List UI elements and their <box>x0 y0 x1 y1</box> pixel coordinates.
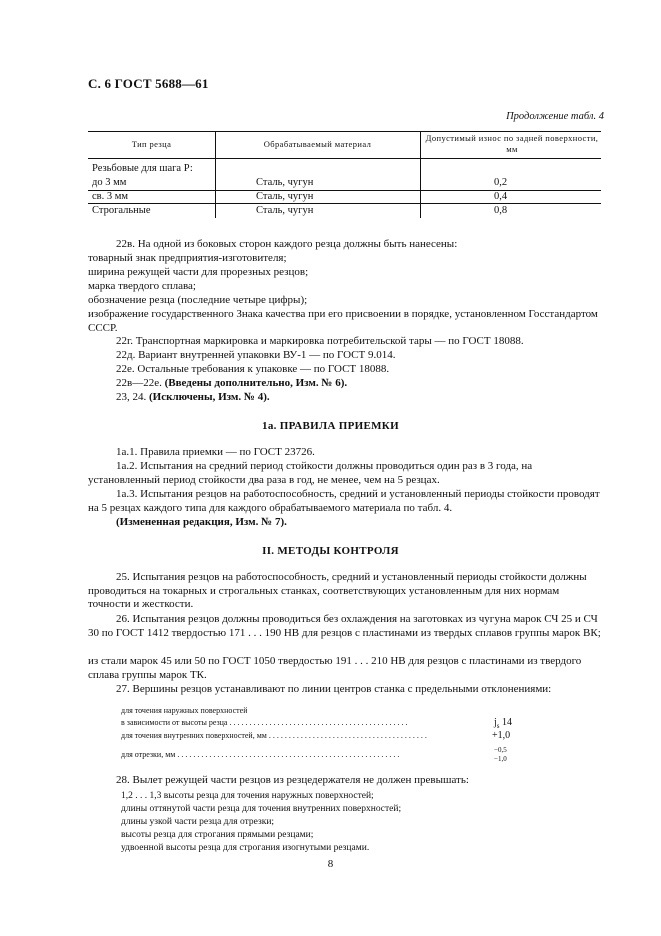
table-header-rule <box>88 158 601 159</box>
tol-line2-label: в зависимости от высоты резца <box>121 718 228 727</box>
row3-type: Строгальные <box>92 205 151 216</box>
p2324-number: 23, 24. <box>116 391 147 403</box>
p26: 26. Испытания резцов должны проводиться без охлаждения на заготовках из чугуна марок СЧ 25 и СЧ 30 по ГОСТ 1412 твердостью 171 . . . 190 НВ для резцов с пластинами из твердых сплавов группы марок ВК; <box>88 613 601 639</box>
marking-item-4: обозначение резца (последние четыре цифры); <box>88 294 308 306</box>
tol-line4-upper: −0,5 <box>494 746 507 754</box>
p2324-note: (Исключены, Изм. № 4). <box>149 391 270 403</box>
table-body-vline-1 <box>215 158 216 218</box>
tol-line2-leader: . . . . . . . . . . . . . . . . . . . . . . . . . . . . . . . . . . . . . . . . . . . . . <box>229 718 408 727</box>
p28-item-4: высоты резца для строгания прямыми резцами; <box>121 830 314 840</box>
col-header-wear: Допустимый износ по задней поверхности, мм <box>425 133 599 154</box>
p22g: 22г. Транспортная маркировка и маркировка потребительской тары — по ГОСТ 18088. <box>116 335 524 347</box>
row3-wear: 0,8 <box>494 205 508 216</box>
p22e: 22е. Остальные требования к упаковке — по ГОСТ 18088. <box>116 363 390 375</box>
p25: 25. Испытания резцов на работоспособность, средний и установленный периоды стойкости должны проводиться на токарных и строгальных станках, соответствующих установленным для них нормам точности и жесткости. <box>88 571 587 610</box>
col-header-material: Обрабатываемый материал <box>263 139 372 149</box>
p1a-note: (Измененная редакция, Изм. № 7). <box>116 516 287 528</box>
table-group-title: Резьбовые для шага Р: <box>92 163 193 174</box>
col-header-type: Тип резца <box>131 139 172 149</box>
table-vline-2 <box>420 131 421 158</box>
p22ve-note: (Введены дополнительно, Изм. № 6). <box>164 377 348 389</box>
tol-line4-wrap <box>121 750 486 760</box>
p1a-3: 1а.3. Испытания резцов на работоспособность, средний и установленный периоды стойкости проводят на 5 резцах каждого типа для каждого обрабатываемого материала по табл. 4. <box>88 488 600 514</box>
row2-wear: 0,4 <box>494 191 508 202</box>
tol-line3-label: для точения внутренних поверхностей, мм <box>121 731 267 740</box>
p27: 27. Вершины резцов устанавливают по линии центров станка с предельными отклонениями: <box>116 683 552 695</box>
tol-line2-val-sub: s <box>496 722 500 730</box>
p22v-lead: 22в. На одной из боковых сторон каждого резца должны быть нанесены: <box>116 238 458 250</box>
marking-item-2: ширина режущей части для прорезных резцов; <box>88 266 309 278</box>
table-body-vline-2 <box>420 158 421 218</box>
p28-item-5: удвоенной высоты резца для строгания изогнутыми резцами. <box>121 843 370 853</box>
p22ve-number: 22в—22е. <box>116 377 162 389</box>
p28-item-2: длины оттянутой части резца для точения внутренних поверхностей; <box>121 804 402 814</box>
section-1a-title: 1а. ПРАВИЛА ПРИЕМКИ <box>262 420 399 432</box>
tol-line4-leader: . . . . . . . . . . . . . . . . . . . . . . . . . . . . . . . . . . . . . . . . . . . . . . . . . . . . . . . . <box>177 750 400 759</box>
p1a-1: 1а.1. Правила приемки — по ГОСТ 23726. <box>116 446 315 458</box>
tol-line1: для точения наружных поверхностей <box>121 706 248 715</box>
tol-line2-val: j <box>494 717 497 728</box>
row1-type: до 3 мм <box>92 177 127 188</box>
p28-item-1: 1,2 . . . 1,3 высоты резца для точения наружных поверхностей; <box>121 791 374 801</box>
table-continuation-label: Продолжение табл. 4 <box>506 111 604 122</box>
marking-item-5: изображение государственного Знака качества при его присвоении в порядке, установленном Госстандартом СССР. <box>88 308 598 334</box>
p28-item-3: длины узкой части резца для отрезки; <box>121 817 275 827</box>
row2-type: св. 3 мм <box>92 191 129 202</box>
p22d: 22д. Вариант внутренней упаковки ВУ-1 — по ГОСТ 9.014. <box>116 349 396 361</box>
p22ve <box>116 377 347 390</box>
section-2-title: II. МЕТОДЫ КОНТРОЛЯ <box>262 545 399 557</box>
marking-item-1: товарный знак предприятия-изготовителя; <box>88 252 287 264</box>
p2324 <box>116 391 270 404</box>
tol-line4-label: для отрезки, мм <box>121 750 176 759</box>
page-header: С. 6 ГОСТ 5688—61 <box>88 76 209 91</box>
tol-line3-value: +1,0 <box>492 730 511 741</box>
p28: 28. Вылет режущей части резцов из резцедержателя не должен превышать: <box>116 774 469 786</box>
marking-item-3: марка твердого сплава; <box>88 280 196 292</box>
row1-rule <box>88 190 601 191</box>
row2-material: Сталь, чугун <box>256 191 314 202</box>
row1-wear: 0,2 <box>494 177 508 188</box>
tol-line2-wrap <box>121 718 493 728</box>
tol-line4-lower: −1,0 <box>494 755 507 763</box>
row1-material: Сталь, чугун <box>256 177 314 188</box>
row3-material: Сталь, чугун <box>256 205 314 216</box>
tol-line3-wrap <box>121 731 486 741</box>
table-top-rule <box>88 131 601 132</box>
row2-rule <box>88 203 601 204</box>
tol-line2-val2: 14 <box>502 717 513 728</box>
p26b: из стали марок 45 или 50 по ГОСТ 1050 твердостью 191 . . . 210 НВ для резцов с пластинами из твердого сплава группы марок ТК. <box>88 655 582 681</box>
tol-line3-leader: . . . . . . . . . . . . . . . . . . . . . . . . . . . . . . . . . . . . . . . . <box>268 731 427 740</box>
p1a-2: 1а.2. Испытания на средний период стойкости должны проводиться один раз в 3 года, на установленный период стойкости два раза в год, не менее, чем на 5 резцах. <box>88 460 533 486</box>
page-number: 8 <box>327 858 334 870</box>
